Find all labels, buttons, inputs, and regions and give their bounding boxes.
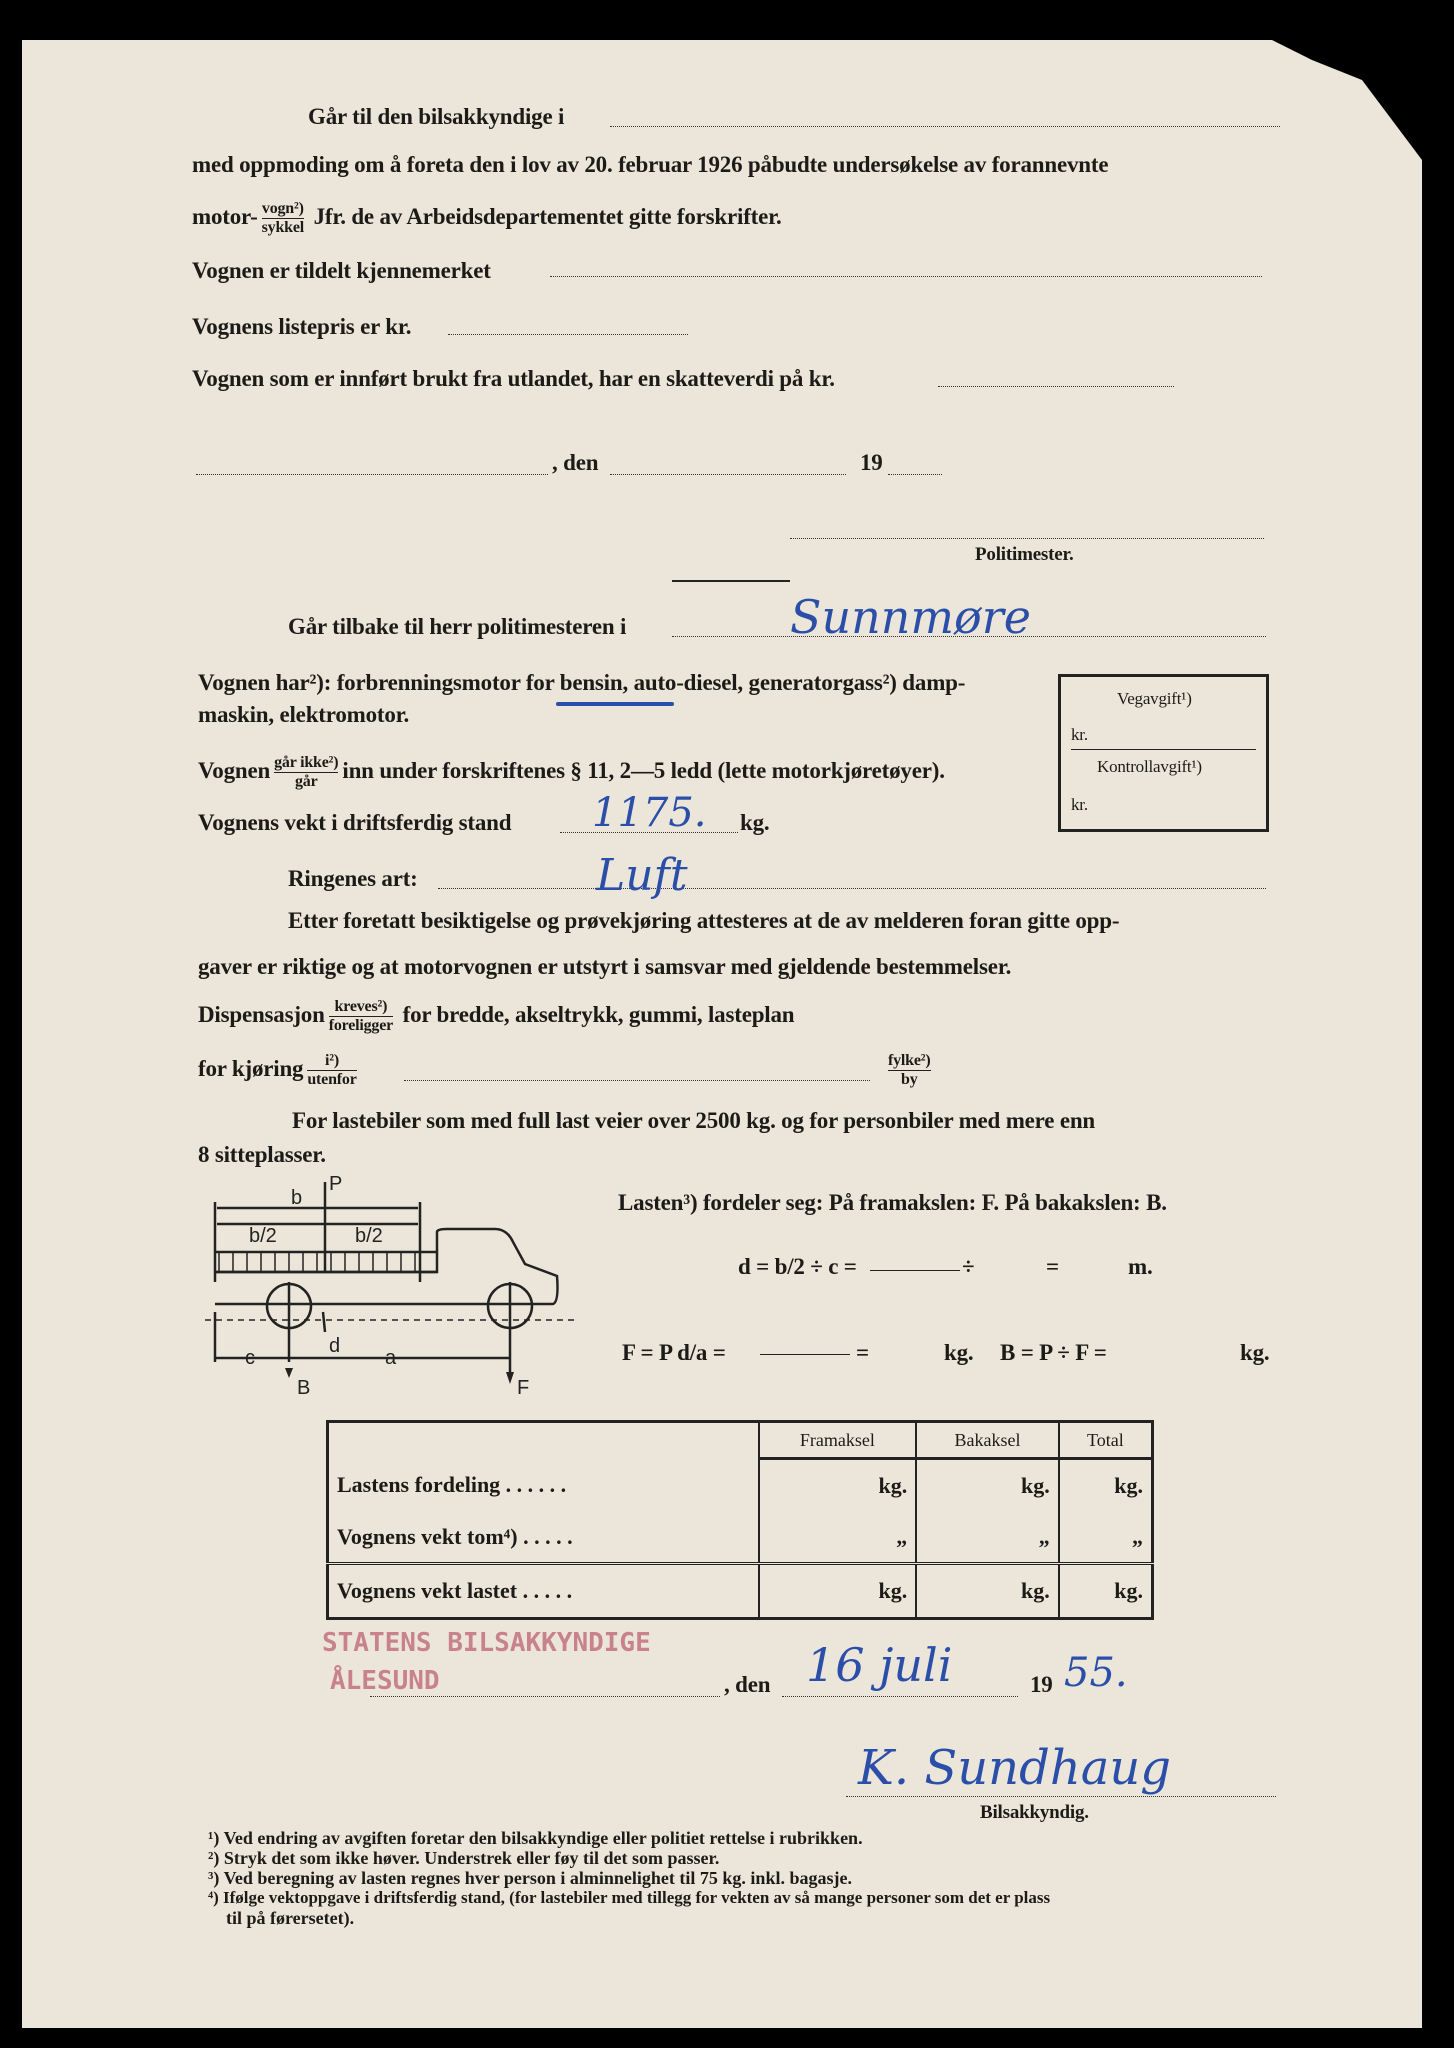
label-b: b: [291, 1187, 303, 1209]
place-field[interactable]: [196, 474, 548, 475]
label-P: P: [329, 1173, 343, 1195]
taxvalue-field[interactable]: [938, 386, 1174, 387]
footnote-2: ²) Stryk det som ikke høver. Understrek eller føy til det som passer.: [208, 1848, 720, 1868]
bilsakkyndig-label: Bilsakkyndig.: [980, 1802, 1089, 1823]
trucks-line2: 8 sitteplasser.: [198, 1142, 326, 1167]
weight-unit: kg.: [740, 810, 770, 835]
inspector-field[interactable]: [610, 126, 1280, 127]
table-row: [328, 1459, 1153, 1512]
den-label: , den: [552, 450, 599, 475]
trucks-line1: For lastebiler som med full last veier over 2500 kg. og for personbiler med mere enn: [292, 1108, 1096, 1133]
row-label: Vognens vekt tom⁴) . . . . .: [337, 1523, 573, 1549]
cell[interactable]: kg.: [916, 1564, 1058, 1619]
stamp-line2: ÅLESUND: [330, 1666, 440, 1696]
formula-f-eq: =: [856, 1340, 869, 1365]
label-F: F: [517, 1377, 530, 1399]
table-row: [328, 1564, 1153, 1619]
year-field[interactable]: [888, 474, 942, 475]
registration-label: Vognen er tildelt kjennemerket: [192, 258, 491, 283]
row-label: Vognens vekt lastet . . . . .: [328, 1564, 759, 1619]
cell[interactable]: kg.: [759, 1564, 917, 1619]
label-a: a: [385, 1347, 397, 1369]
footnote-3: ³) Ved beregning av lasten regnes hver person i alminnelighet til 75 kg. inkl. bagasje.: [208, 1868, 852, 1888]
driving-line: for kjøring $\frac{\text{i²)}}{\text{utenfor}}$: [198, 1052, 357, 1088]
signoff-place-field[interactable]: [370, 1696, 720, 1697]
load-diagram: [205, 1172, 585, 1402]
footnote-1: ¹) Ved endring av avgiften foretar den bilsakkyndige eller politiet rettelse i rubrikken.: [208, 1828, 863, 1848]
formula-d-unit: m.: [1128, 1254, 1153, 1279]
handwritten-underline: [556, 702, 674, 706]
divider: [672, 580, 790, 582]
tyres-field[interactable]: [438, 888, 1266, 889]
label-B: B: [297, 1377, 311, 1399]
cell[interactable]: kg.: [1059, 1564, 1153, 1619]
label-b-half-2: b/2: [355, 1225, 383, 1247]
formula-d: d = b/2 ÷ c =: [738, 1254, 857, 1279]
weight-label: Vognens vekt i driftsferdig stand: [198, 810, 512, 835]
signoff-year-prefix: 19: [1030, 1672, 1053, 1697]
registration-field[interactable]: [550, 276, 1262, 277]
footnote-4-cont: til på førersetet).: [226, 1908, 355, 1928]
stamp-line1: STATENS BILSAKKYNDIGE: [322, 1628, 651, 1658]
table-header-rear: Bakaksel: [916, 1422, 1058, 1459]
label-c: c: [245, 1347, 255, 1369]
driving-field[interactable]: [404, 1080, 870, 1081]
politimester-label: Politimester.: [975, 544, 1074, 565]
vegavgift-label: Vegavgift¹): [1117, 689, 1192, 708]
formula-b-unit: kg.: [1240, 1340, 1270, 1365]
politimester-signature-field[interactable]: [790, 538, 1264, 539]
handwritten-date: 16 juli: [806, 1638, 953, 1692]
cell[interactable]: „: [916, 1511, 1058, 1564]
date-field[interactable]: [610, 474, 846, 475]
label-b-half-1: b/2: [249, 1225, 277, 1247]
dispensation-line: Dispensasjon $\frac{\text{kreves²)}}{\text{foreligger}}$ for bredde, akseltrykk, gummi, lasteplan: [198, 998, 795, 1034]
table-row: [328, 1511, 1153, 1564]
handwritten-place: Sunnmøre: [790, 590, 1031, 644]
handwritten-weight: 1175.: [592, 790, 707, 836]
formula-d-eq: =: [1046, 1254, 1059, 1279]
fee-divider: [1071, 749, 1256, 750]
class-line: Vognen $\frac{\text{går ikke²)}}{\text{går}}$ inn under forskriftenes § 11, 2—5 ledd (lette motorkjøretøyer).: [198, 754, 945, 790]
vehicle-type-fraction: $\frac{\text{vogn²)}}{\text{sykkel}}$: [261, 200, 305, 236]
cell[interactable]: kg.: [1059, 1459, 1153, 1512]
engine-line2: maskin, elektromotor.: [198, 702, 410, 727]
formula-f-unit: kg.: [944, 1340, 974, 1365]
listprice-field[interactable]: [448, 334, 688, 335]
cell[interactable]: kg.: [759, 1459, 917, 1512]
label-d: d: [329, 1335, 341, 1357]
cell[interactable]: „: [1059, 1511, 1153, 1564]
formula-f-field[interactable]: [760, 1354, 850, 1355]
formula-d-div: ÷: [962, 1254, 975, 1279]
signature: K. Sundhaug: [858, 1740, 1171, 1796]
formula-b: B = P ÷ F =: [1000, 1340, 1107, 1365]
cell[interactable]: „: [759, 1511, 917, 1564]
listprice-label: Vognens listepris er kr.: [192, 314, 412, 339]
handwritten-tyres: Luft: [596, 850, 688, 901]
return-label: Går tilbake til herr politimesteren i: [288, 614, 627, 639]
signoff-date-field[interactable]: [782, 1696, 1018, 1697]
driving-area-fraction: $\frac{\text{fylke²)}}{by}$: [888, 1052, 931, 1088]
formula-f: F = P d/a =: [622, 1340, 726, 1365]
load-distribution-label: Lasten³) fordeler seg: På framakslen: F. På bakakslen: B.: [618, 1190, 1167, 1215]
footnote-4: ⁴) Ifølge vektoppgave i driftsferdig stand, (for lastebiler med tillegg for vekten av så mange personer som det er plass: [208, 1888, 1051, 1907]
intro-motor: motor- $\frac{\text{vogn²)}}{\text{sykkel}}$ Jfr. de av Arbeidsdepartementet gitte forskrifter.: [192, 200, 782, 236]
attest-line1: Etter foretatt besiktigelse og prøvekjøring attesteres at de av melderen foran gitte opp-: [288, 908, 1120, 933]
kontrollavgift-label: Kontrollavgift¹): [1097, 757, 1202, 776]
fee-box: [1058, 674, 1269, 832]
intro-line2: med oppmoding om å foreta den i lov av 20. februar 1926 påbudte undersøkelse av forannevnte: [192, 152, 1109, 177]
signoff-den: , den: [724, 1672, 771, 1697]
kontrollavgift-kr: kr.: [1071, 795, 1088, 814]
handwritten-year: 55.: [1064, 1650, 1128, 1696]
row-label: Lastens fordeling . . . . . .: [337, 1471, 567, 1497]
attest-line2: gaver er riktige og at motorvognen er utstyrt i samsvar med gjeldende bestemmelser.: [198, 954, 1012, 979]
engine-line1: Vognen har²): forbrenningsmotor for bensin, auto-diesel, generatorgass²) damp-: [198, 670, 966, 695]
taxvalue-label: Vognen som er innført brukt fra utlandet, har en skatteverdi på kr.: [192, 366, 835, 391]
weight-table: [326, 1420, 1154, 1620]
intro-line1: Går til den bilsakkyndige i: [308, 104, 565, 129]
year-prefix: 19: [860, 450, 883, 475]
table-header-total: Total: [1059, 1422, 1153, 1459]
cell[interactable]: kg.: [916, 1459, 1058, 1512]
formula-d-field[interactable]: [870, 1270, 960, 1271]
table-header-blank: [328, 1422, 759, 1459]
tyres-label: Ringenes art:: [288, 866, 418, 891]
vegavgift-kr: kr.: [1071, 725, 1088, 744]
table-header-front: Framaksel: [759, 1422, 917, 1459]
signature-field[interactable]: [846, 1796, 1276, 1797]
